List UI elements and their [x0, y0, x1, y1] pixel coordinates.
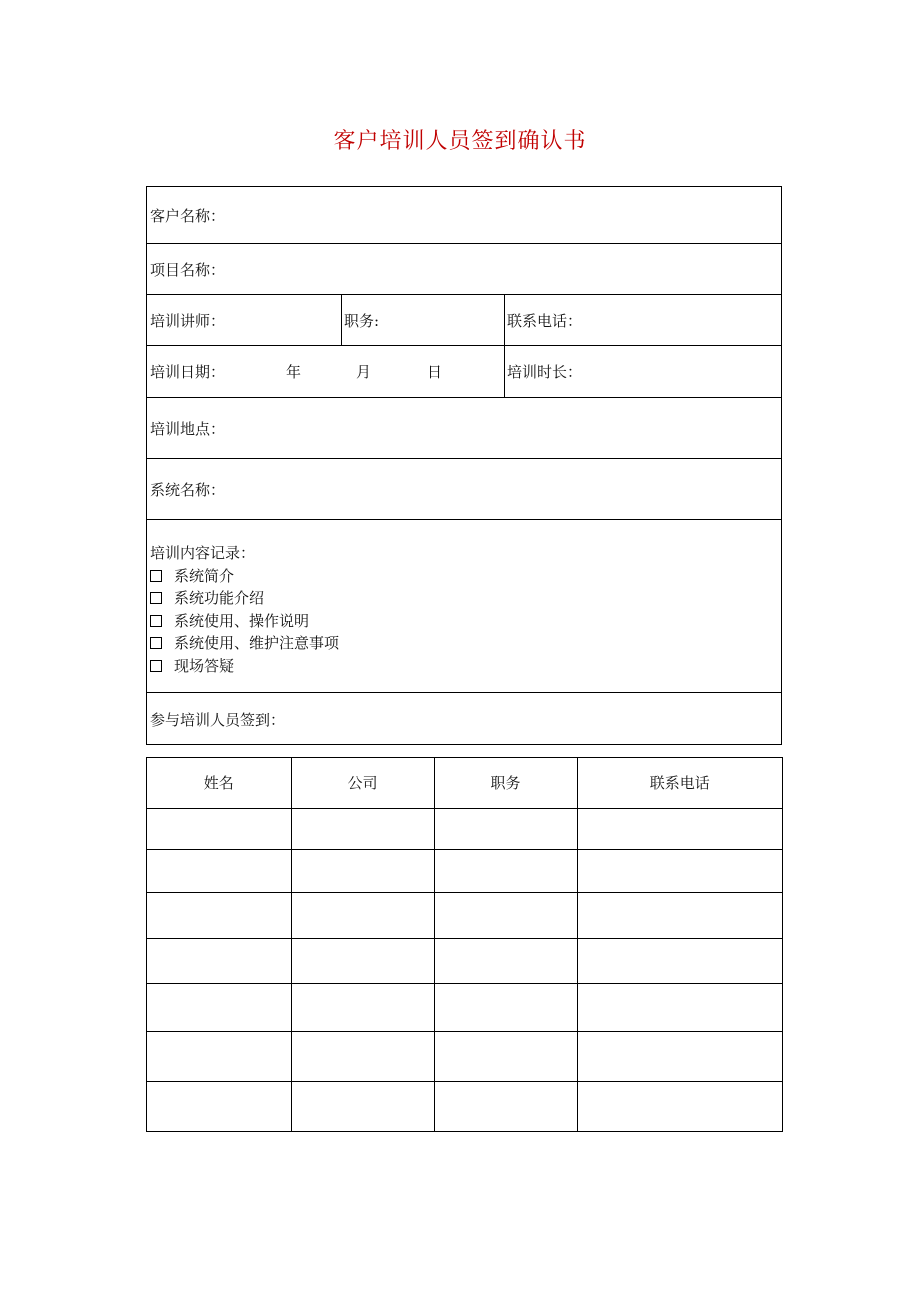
- attendee-signin-label: 参与培训人员签到：: [150, 711, 286, 729]
- phone-cell[interactable]: [577, 892, 782, 938]
- checklist-item-label: 系统使用、维护注意事项: [174, 634, 340, 652]
- system-name-label: 系统名称：: [150, 480, 226, 499]
- checkbox-icon[interactable]: [150, 592, 162, 604]
- checklist-item-label: 系统使用、操作说明: [174, 611, 310, 630]
- name-cell[interactable]: [147, 808, 291, 849]
- year-label: 年: [286, 363, 302, 381]
- position-label: 职务:: [344, 311, 380, 330]
- header-phone: 联系电话: [577, 758, 782, 808]
- phone-cell[interactable]: [577, 1081, 782, 1131]
- phone-cell[interactable]: [577, 938, 782, 983]
- day-label: 日: [427, 363, 443, 381]
- checklist-item[interactable]: [150, 565, 339, 588]
- name-cell[interactable]: [147, 983, 291, 1031]
- header-name: 姓名: [147, 758, 291, 808]
- signin-table: [146, 757, 783, 1132]
- checklist-item[interactable]: [150, 655, 339, 678]
- position-cell[interactable]: [434, 938, 577, 983]
- company-cell[interactable]: [291, 1081, 434, 1131]
- checkbox-icon[interactable]: [150, 570, 162, 582]
- training-info-form: [146, 186, 782, 745]
- table-header-row: [147, 758, 782, 808]
- header-position: 职务: [434, 758, 577, 808]
- phone-cell[interactable]: [577, 1031, 782, 1081]
- checklist-item-label: 系统功能介绍: [174, 589, 265, 607]
- customer-name-label: 客户名称：: [150, 206, 226, 225]
- project-name-row: [147, 244, 781, 295]
- name-cell[interactable]: [147, 1081, 291, 1131]
- company-cell[interactable]: [291, 849, 434, 892]
- header-company: 公司: [291, 758, 434, 808]
- position-cell[interactable]: [434, 1081, 577, 1131]
- checklist-item-label: 现场答疑: [174, 656, 235, 675]
- name-cell[interactable]: [147, 938, 291, 983]
- table-row: [147, 849, 782, 892]
- position-cell[interactable]: [434, 1031, 577, 1081]
- month-label: 月: [356, 363, 372, 381]
- page-title: 客户培训人员签到确认书: [333, 129, 587, 154]
- trainer-label: 培训讲师：: [150, 311, 226, 330]
- project-name-label: 项目名称：: [150, 260, 226, 279]
- checkbox-icon[interactable]: [150, 615, 162, 627]
- position-cell[interactable]: [434, 849, 577, 892]
- company-cell[interactable]: [291, 983, 434, 1031]
- attendee-signin-row: [147, 693, 781, 746]
- company-cell[interactable]: [291, 892, 434, 938]
- name-cell[interactable]: [147, 1031, 291, 1081]
- date-row: [147, 346, 781, 398]
- checklist-item[interactable]: [150, 632, 339, 655]
- trainer-row: [147, 295, 781, 346]
- content-row: [147, 520, 781, 693]
- checklist-item-label: 系统简介: [174, 566, 235, 585]
- location-label: 培训地点：: [150, 419, 226, 438]
- phone-label: 联系电话：: [507, 311, 583, 330]
- checkbox-icon[interactable]: [150, 660, 162, 672]
- table-row: [147, 892, 782, 938]
- location-row: [147, 398, 781, 459]
- position-cell[interactable]: [434, 983, 577, 1031]
- phone-cell[interactable]: [577, 849, 782, 892]
- checkbox-icon[interactable]: [150, 637, 162, 649]
- checklist-item[interactable]: [150, 610, 339, 633]
- phone-cell[interactable]: [577, 983, 782, 1031]
- position-cell[interactable]: [434, 808, 577, 849]
- table-row: [147, 1031, 782, 1081]
- company-cell[interactable]: [291, 1031, 434, 1081]
- company-cell[interactable]: [291, 808, 434, 849]
- system-name-row: [147, 459, 781, 520]
- date-label: 培训日期：: [150, 363, 226, 381]
- checklist-item[interactable]: [150, 587, 339, 610]
- content-checklist: [150, 542, 339, 677]
- table-row: [147, 808, 782, 849]
- name-cell[interactable]: [147, 849, 291, 892]
- customer-name-row: [147, 187, 781, 244]
- company-cell[interactable]: [291, 938, 434, 983]
- table-row: [147, 938, 782, 983]
- table-row: [147, 1081, 782, 1131]
- table-row: [147, 983, 782, 1031]
- name-cell[interactable]: [147, 892, 291, 938]
- position-cell[interactable]: [434, 892, 577, 938]
- phone-cell[interactable]: [577, 808, 782, 849]
- duration-label: 培训时长：: [507, 363, 583, 381]
- content-label: 培训内容记录：: [150, 544, 256, 562]
